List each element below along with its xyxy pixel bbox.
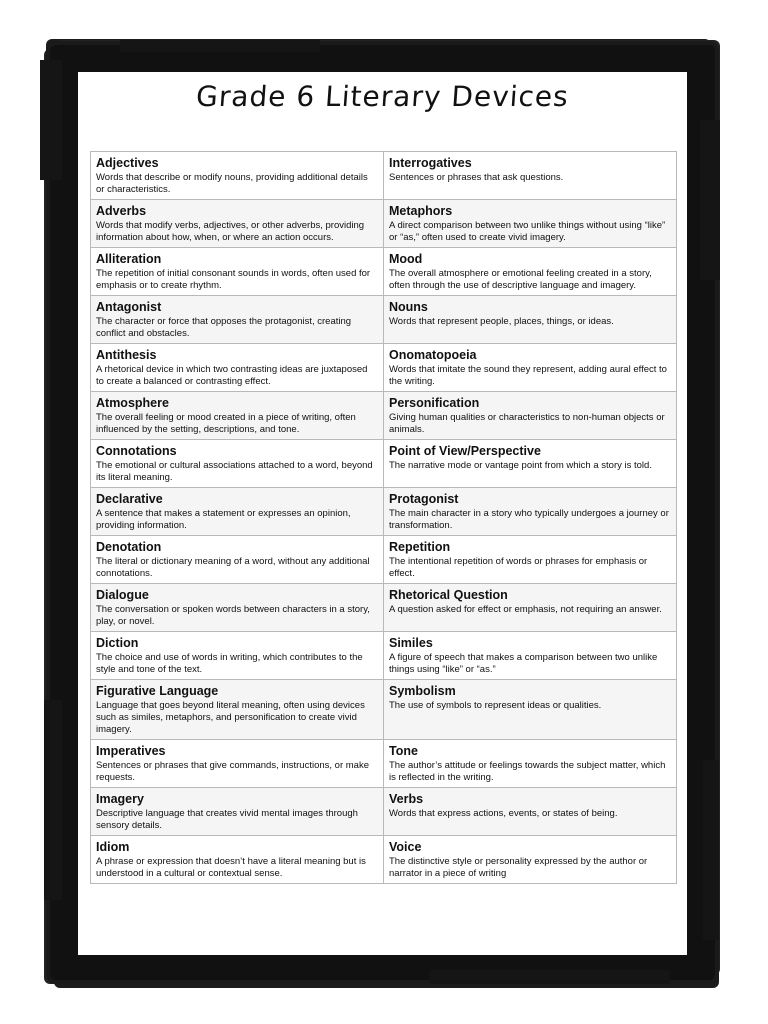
device-definition: The author’s attitude or feelings towards the subject matter, which is reflected in the writing. <box>389 760 666 783</box>
device-definition: Language that goes beyond literal meaning, often using devices such as similes, metaphors, and personification to create vivid imagery. <box>96 700 365 735</box>
page-title: Grade 6 Literary Devices <box>195 80 570 113</box>
device-term: Interrogatives <box>389 156 472 170</box>
device-cell <box>91 680 384 740</box>
device-definition: A direct comparison between two unlike things without using “like” or “as,” often used to create vivid imagery. <box>389 220 666 243</box>
device-cell <box>91 788 384 836</box>
device-cell <box>91 536 384 584</box>
device-cell <box>91 152 384 200</box>
device-definition: Words that imitate the sound they represent, adding aural effect to the writing. <box>389 364 667 387</box>
table-row <box>91 740 677 788</box>
device-term: Onomatopoeia <box>389 348 477 362</box>
device-cell <box>384 248 677 296</box>
table-row <box>91 248 677 296</box>
device-definition: The character or force that opposes the protagonist, creating conflict and obstacles. <box>96 316 352 339</box>
table-row <box>91 344 677 392</box>
border-rough-edge <box>40 60 62 180</box>
table-row <box>91 632 677 680</box>
device-term: Voice <box>389 840 422 854</box>
table-row <box>91 536 677 584</box>
device-definition: The literal or dictionary meaning of a word, without any additional connotations. <box>96 556 370 579</box>
device-definition: A question asked for effect or emphasis, not requiring an answer. <box>389 604 662 615</box>
device-cell <box>384 392 677 440</box>
device-term: Adjectives <box>96 156 159 170</box>
border-rough-edge <box>44 700 62 900</box>
device-cell <box>384 584 677 632</box>
device-term: Protagonist <box>389 492 459 506</box>
device-cell <box>91 836 384 884</box>
device-cell <box>384 152 677 200</box>
device-cell <box>384 680 677 740</box>
device-definition: The choice and use of words in writing, which contributes to the style and tone of the text. <box>96 652 363 675</box>
device-definition: A figure of speech that makes a comparison between two unlike things using “like” or “as.” <box>389 652 658 675</box>
device-cell <box>91 248 384 296</box>
table-row <box>91 788 677 836</box>
device-cell <box>384 632 677 680</box>
table-row <box>91 392 677 440</box>
device-definition: Words that modify verbs, adjectives, or other adverbs, providing information about how, when, or where an action occurs. <box>96 220 365 243</box>
device-definition: A phrase or expression that doesn’t have a literal meaning but is understood in a cultural or contextual sense. <box>96 856 366 879</box>
device-cell <box>91 584 384 632</box>
device-definition: Sentences or phrases that ask questions. <box>389 172 564 183</box>
literary-devices-table <box>90 151 677 884</box>
device-term: Denotation <box>96 540 162 554</box>
device-cell <box>91 200 384 248</box>
table-row <box>91 200 677 248</box>
device-definition: The overall atmosphere or emotional feeling created in a story, often through the use of descriptive language and imagery. <box>389 268 652 291</box>
device-cell <box>91 344 384 392</box>
device-cell <box>91 488 384 536</box>
device-definition: Words that describe or modify nouns, providing additional details or characteristics. <box>96 172 368 195</box>
border-rough-edge <box>700 120 720 280</box>
device-definition: The distinctive style or personality expressed by the author or narrator in a piece of writing <box>389 856 648 879</box>
device-term: Mood <box>389 252 423 266</box>
device-definition: Giving human qualities or characteristics to non-human objects or animals. <box>389 412 665 435</box>
table-row <box>91 488 677 536</box>
border-rough-edge <box>703 760 719 940</box>
device-cell <box>91 296 384 344</box>
device-definition: The use of symbols to represent ideas or qualities. <box>389 700 602 711</box>
device-term: Similes <box>389 636 433 650</box>
device-term: Connotations <box>96 444 177 458</box>
border-rough-edge <box>430 970 670 984</box>
device-cell <box>91 392 384 440</box>
device-cell <box>91 632 384 680</box>
device-cell <box>384 296 677 344</box>
device-cell <box>384 488 677 536</box>
device-term: Personification <box>389 396 480 410</box>
device-term: Symbolism <box>389 684 456 698</box>
document-sheet <box>78 72 687 955</box>
device-term: Repetition <box>389 540 451 554</box>
device-term: Tone <box>389 744 418 758</box>
device-term: Antithesis <box>96 348 157 362</box>
device-term: Diction <box>96 636 139 650</box>
device-definition: The overall feeling or mood created in a piece of writing, often influenced by the setting, descriptions, and tone. <box>96 412 356 435</box>
table-row <box>91 680 677 740</box>
device-cell <box>384 344 677 392</box>
device-definition: A rhetorical device in which two contrasting ideas are juxtaposed to create a balanced or contrasting effect. <box>96 364 368 387</box>
device-term: Alliteration <box>96 252 162 266</box>
device-cell <box>91 740 384 788</box>
device-term: Adverbs <box>96 204 147 218</box>
device-term: Metaphors <box>389 204 453 218</box>
device-term: Figurative Language <box>96 684 219 698</box>
device-cell <box>384 536 677 584</box>
device-cell <box>384 440 677 488</box>
device-definition: Words that express actions, events, or states of being. <box>389 808 618 819</box>
device-definition: The intentional repetition of words or phrases for emphasis or effect. <box>389 556 648 579</box>
device-term: Verbs <box>389 792 424 806</box>
device-term: Imagery <box>96 792 144 806</box>
device-term: Rhetorical Question <box>389 588 508 602</box>
table-row <box>91 584 677 632</box>
device-definition: Words that represent people, places, things, or ideas. <box>389 316 614 327</box>
device-definition: The main character in a story who typically undergoes a journey or transformation. <box>389 508 669 531</box>
device-term: Imperatives <box>96 744 166 758</box>
device-definition: The conversation or spoken words between characters in a story, play, or novel. <box>96 604 370 627</box>
border-rough-edge <box>120 40 320 52</box>
device-definition: Sentences or phrases that give commands, instructions, or make requests. <box>96 760 369 783</box>
device-term: Nouns <box>389 300 428 314</box>
table-row <box>91 296 677 344</box>
device-definition: The narrative mode or vantage point from which a story is told. <box>389 460 652 471</box>
device-cell <box>384 200 677 248</box>
device-term: Dialogue <box>96 588 149 602</box>
device-cell <box>384 740 677 788</box>
device-term: Point of View/Perspective <box>389 444 541 458</box>
device-cell <box>384 788 677 836</box>
device-term: Idiom <box>96 840 130 854</box>
device-definition: The emotional or cultural associations attached to a word, beyond its literal meaning. <box>96 460 373 483</box>
device-cell <box>91 440 384 488</box>
table-row <box>91 152 677 200</box>
device-term: Declarative <box>96 492 163 506</box>
device-definition: The repetition of initial consonant sounds in words, often used for emphasis or to create rhythm. <box>96 268 371 291</box>
device-term: Antagonist <box>96 300 162 314</box>
device-definition: A sentence that makes a statement or expresses an opinion, providing information. <box>96 508 351 531</box>
device-term: Atmosphere <box>96 396 169 410</box>
device-cell <box>384 836 677 884</box>
table-row <box>91 440 677 488</box>
device-definition: Descriptive language that creates vivid mental images through sensory details. <box>96 808 358 831</box>
table-row <box>91 836 677 884</box>
